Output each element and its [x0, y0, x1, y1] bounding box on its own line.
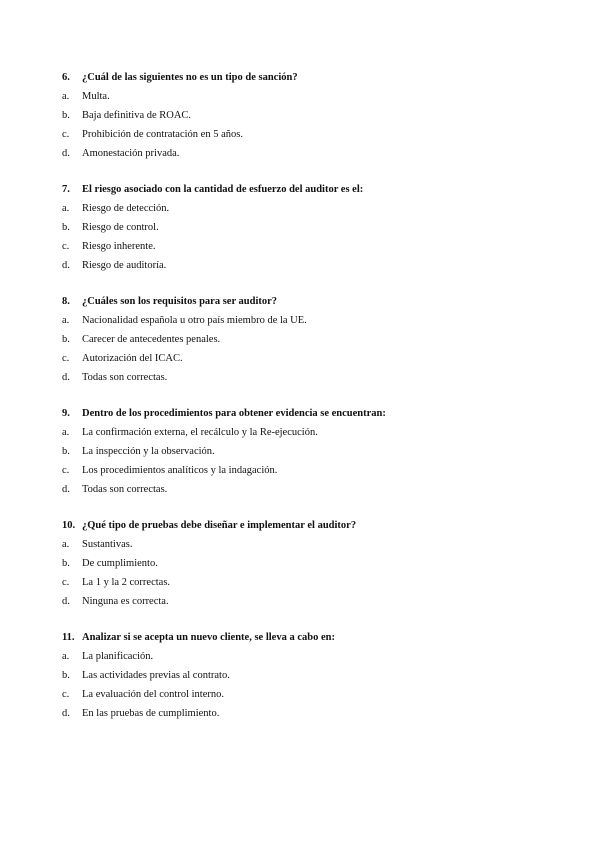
option-text: Riesgo inherente. — [82, 241, 156, 252]
question-heading — [62, 404, 562, 423]
answer-option — [62, 480, 562, 499]
answer-option — [62, 330, 562, 349]
option-text: Carecer de antecedentes penales. — [82, 334, 221, 345]
option-letter: b. — [62, 222, 70, 233]
question-8 — [62, 292, 562, 387]
question-number: 8. — [62, 296, 70, 307]
option-letter: c. — [62, 689, 70, 700]
answer-option — [62, 554, 562, 573]
option-text: La inspección y la observación. — [82, 446, 215, 457]
option-letter: d. — [62, 596, 70, 607]
question-10 — [62, 516, 562, 611]
question-heading — [62, 180, 562, 199]
option-letter: b. — [62, 446, 70, 457]
question-text: ¿Cuál de las siguientes no es un tipo de sanción? — [82, 72, 298, 83]
answer-option — [62, 535, 562, 554]
option-letter: b. — [62, 334, 70, 345]
option-text: Riesgo de control. — [82, 222, 159, 233]
answer-option — [62, 461, 562, 480]
answer-option — [62, 256, 562, 275]
option-letter: d. — [62, 260, 70, 271]
question-6 — [62, 68, 562, 163]
question-number: 11. — [62, 632, 75, 643]
answer-option — [62, 144, 562, 163]
option-letter: c. — [62, 129, 70, 140]
option-text: Todas son correctas. — [82, 484, 168, 495]
option-letter: a. — [62, 427, 70, 438]
option-letter: b. — [62, 558, 70, 569]
answer-option — [62, 237, 562, 256]
answer-option — [62, 647, 562, 666]
option-text: La confirmación externa, el recálculo y la Re-ejecución. — [82, 427, 318, 438]
option-text: Nacionalidad española u otro país miembro de la UE. — [82, 315, 307, 326]
option-text: Riesgo de auditoría. — [82, 260, 167, 271]
answer-option — [62, 368, 562, 387]
option-letter: d. — [62, 148, 70, 159]
option-text: La planificación. — [82, 651, 154, 662]
option-text: De cumplimiento. — [82, 558, 158, 569]
option-letter: c. — [62, 353, 70, 364]
question-text: Analizar si se acepta un nuevo cliente, se lleva a cabo en: — [82, 632, 335, 643]
option-letter: a. — [62, 91, 70, 102]
answer-option — [62, 218, 562, 237]
answer-option — [62, 87, 562, 106]
answer-option — [62, 423, 562, 442]
option-text: Sustantivas. — [82, 539, 133, 550]
option-text: La evaluación del control interno. — [82, 689, 224, 700]
option-letter: a. — [62, 539, 70, 550]
option-text: Autorización del ICAC. — [82, 353, 183, 364]
option-letter: c. — [62, 241, 70, 252]
option-text: Baja definitiva de ROAC. — [82, 110, 192, 121]
option-letter: c. — [62, 577, 70, 588]
answer-option — [62, 666, 562, 685]
answer-option — [62, 125, 562, 144]
option-letter: b. — [62, 110, 70, 121]
option-text: En las pruebas de cumplimiento. — [82, 708, 220, 719]
question-11 — [62, 628, 562, 723]
question-list — [62, 68, 562, 740]
answer-option — [62, 349, 562, 368]
question-heading — [62, 516, 562, 535]
option-text: La 1 y la 2 correctas. — [82, 577, 171, 588]
option-letter: a. — [62, 651, 70, 662]
option-letter: b. — [62, 670, 70, 681]
option-text: Los procedimientos analíticos y la indagación. — [82, 465, 278, 476]
question-heading — [62, 292, 562, 311]
question-9 — [62, 404, 562, 499]
question-number: 9. — [62, 408, 70, 419]
answer-option — [62, 442, 562, 461]
option-letter: d. — [62, 484, 70, 495]
answer-option — [62, 106, 562, 125]
answer-option — [62, 592, 562, 611]
option-text: Riesgo de detección. — [82, 203, 170, 214]
answer-option — [62, 311, 562, 330]
option-text: Las actividades previas al contrato. — [82, 670, 230, 681]
option-letter: a. — [62, 315, 70, 326]
option-text: Prohibición de contratación en 5 años. — [82, 129, 243, 140]
answer-option — [62, 685, 562, 704]
answer-option — [62, 704, 562, 723]
option-text: Multa. — [82, 91, 110, 102]
question-number: 7. — [62, 184, 70, 195]
option-text: Todas son correctas. — [82, 372, 168, 383]
question-text: ¿Qué tipo de pruebas debe diseñar e implementar el auditor? — [82, 520, 357, 531]
question-7 — [62, 180, 562, 275]
question-text: ¿Cuáles son los requisitos para ser auditor? — [82, 296, 278, 307]
option-letter: d. — [62, 708, 70, 719]
answer-option — [62, 573, 562, 592]
question-text: El riesgo asociado con la cantidad de esfuerzo del auditor es el: — [82, 184, 364, 195]
question-number: 10. — [62, 520, 76, 531]
option-text: Amonestación privada. — [82, 148, 180, 159]
option-letter: d. — [62, 372, 70, 383]
answer-option — [62, 199, 562, 218]
option-text: Ninguna es correcta. — [82, 596, 169, 607]
option-letter: c. — [62, 465, 70, 476]
question-heading — [62, 68, 562, 87]
question-number: 6. — [62, 72, 70, 83]
question-text: Dentro de los procedimientos para obtener evidencia se encuentran: — [82, 408, 386, 419]
option-letter: a. — [62, 203, 70, 214]
question-heading — [62, 628, 562, 647]
